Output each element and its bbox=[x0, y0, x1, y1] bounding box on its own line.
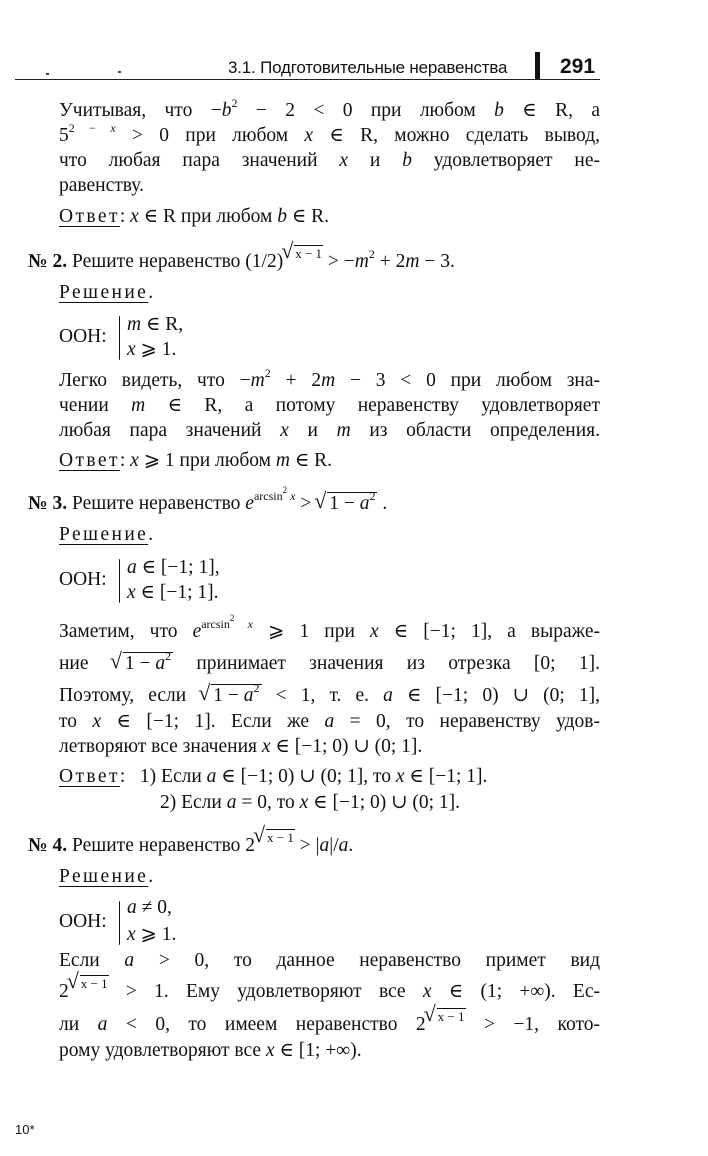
p1-line-2: $5^{2 - x} > 0$ при любом x ∈ R, можно сделать вывод, bbox=[59, 120, 600, 146]
problem-2-solution-label: Решение. bbox=[59, 282, 154, 303]
page-number: 291 bbox=[560, 55, 596, 78]
system-row-1: m ∈ R, bbox=[127, 314, 184, 335]
speck bbox=[118, 71, 121, 73]
problem-3-text-3: Поэтому, если √ $1 - a^2 < 1$, т. е. a ∈ [−1; 0) ∪ (0; 1], bbox=[59, 684, 600, 708]
problem-3-number: № 3. bbox=[28, 493, 68, 514]
printer-signature: 10* bbox=[15, 1122, 35, 1137]
problem-3-answer-1: Ответ: 1) Если a ∈ [−1; 0) ∪ (0; 1], то x ∈ [−1; 1]. bbox=[59, 766, 488, 787]
problem-2-ooh-system bbox=[59, 312, 259, 364]
problem-4-ooh-system bbox=[59, 897, 259, 949]
speck bbox=[46, 73, 49, 75]
problem-2-number: № 2. bbox=[28, 251, 68, 272]
system-brace bbox=[119, 901, 120, 945]
system-row-1: a ∈ [−1; 1], bbox=[127, 557, 220, 578]
p1-line-3: что любая пара значений x и b удовлетворяет не- bbox=[59, 150, 601, 171]
system-brace bbox=[119, 316, 120, 360]
problem-4-statement: № 4. Решите неравенство 2 $^{x - 1}$ > |a|/a. bbox=[28, 829, 354, 856]
problem-4-text-3: ли a < 0, то имеем неравенство 2 $^{x - 1}$ > −1, кото- bbox=[59, 1008, 601, 1035]
problem-2-statement: № 2. Решите неравенство (1/2) $^{x - 1} > -m^2 + 2m - 3$. bbox=[28, 245, 455, 272]
problem-2-text-1: Легко видеть, что $-m^2 + 2m - 3 < 0$ при любом зна- bbox=[59, 365, 601, 391]
system-row-2: x ⩾ 1. bbox=[127, 924, 177, 945]
problem-3-solution-label: Решение. bbox=[59, 524, 154, 545]
problem-2-text-2: чении m ∈ R, а потому неравенству удовлетворяет bbox=[59, 395, 600, 416]
answer-label: Ответ bbox=[59, 766, 120, 787]
problem-3-text-2: ние √ $1 - a^2$ принимает значения из отрезка [0; 1]. bbox=[59, 652, 600, 676]
problem-2-text-3: любая пара значений x и m из области определения. bbox=[59, 420, 601, 441]
system-row-1: a ≠ 0, bbox=[127, 897, 172, 918]
running-header-title: 3.1. Подготовительные неравенства bbox=[228, 58, 508, 77]
problem-3-statement: № 3. Решите неравенство $e^{arcsin^2 x}$ > √ $1 - a^2$ . bbox=[28, 492, 387, 516]
system-row-2: x ∈ [−1; 1]. bbox=[127, 582, 219, 603]
header-separator-bar bbox=[535, 52, 540, 80]
ooh-label: ООН: bbox=[59, 911, 107, 932]
problem-2-answer: Ответ: x ⩾ 1 при любом m ∈ R. bbox=[59, 450, 333, 471]
problem-4-text-1: Если a > 0, то данное неравенство примет вид bbox=[59, 950, 601, 971]
system-brace bbox=[119, 559, 120, 603]
ooh-label: ООН: bbox=[59, 326, 107, 347]
p1-line-4: равенству. bbox=[59, 175, 144, 196]
problem-3-text-4: то x ∈ [−1; 1]. Если же a = 0, то неравенству удов- bbox=[59, 711, 600, 732]
problem-3-ooh-system bbox=[59, 555, 309, 607]
answer-label: Ответ bbox=[59, 450, 120, 471]
ooh-label: ООН: bbox=[59, 569, 107, 590]
problem-4-solution-label: Решение. bbox=[59, 866, 154, 887]
problem-3-answer-2: 2) Если a = 0, то x ∈ [−1; 0) ∪ (0; 1]. bbox=[160, 792, 460, 813]
problem-4-number: № 4. bbox=[28, 835, 68, 856]
p1-line-1: Учитывая, что $-b^2 - 2 < 0$ при любом b ∈ R, а bbox=[59, 95, 600, 121]
system-row-2: x ⩾ 1. bbox=[127, 339, 177, 360]
problem-3-text-1: Заметим, что $e^{arcsin^2 x}$ ⩾ 1 при x ∈ [−1; 1], а выраже- bbox=[59, 612, 600, 642]
problem-4-text-4: рому удовлетворяют все x ∈ [1; +∞). bbox=[59, 1040, 362, 1061]
answer-label: Ответ bbox=[59, 206, 120, 227]
header-rule bbox=[15, 79, 600, 80]
problem-4-text-2: 2 $^{x - 1}$ > 1. Ему удовлетворяют все x ∈ (1; +∞). Ес- bbox=[59, 975, 600, 1002]
p1-answer: Ответ: x ∈ R при любом b ∈ R. bbox=[59, 206, 330, 227]
problem-3-text-5: летворяют все значения x ∈ [−1; 0) ∪ (0; 1]. bbox=[59, 736, 423, 757]
